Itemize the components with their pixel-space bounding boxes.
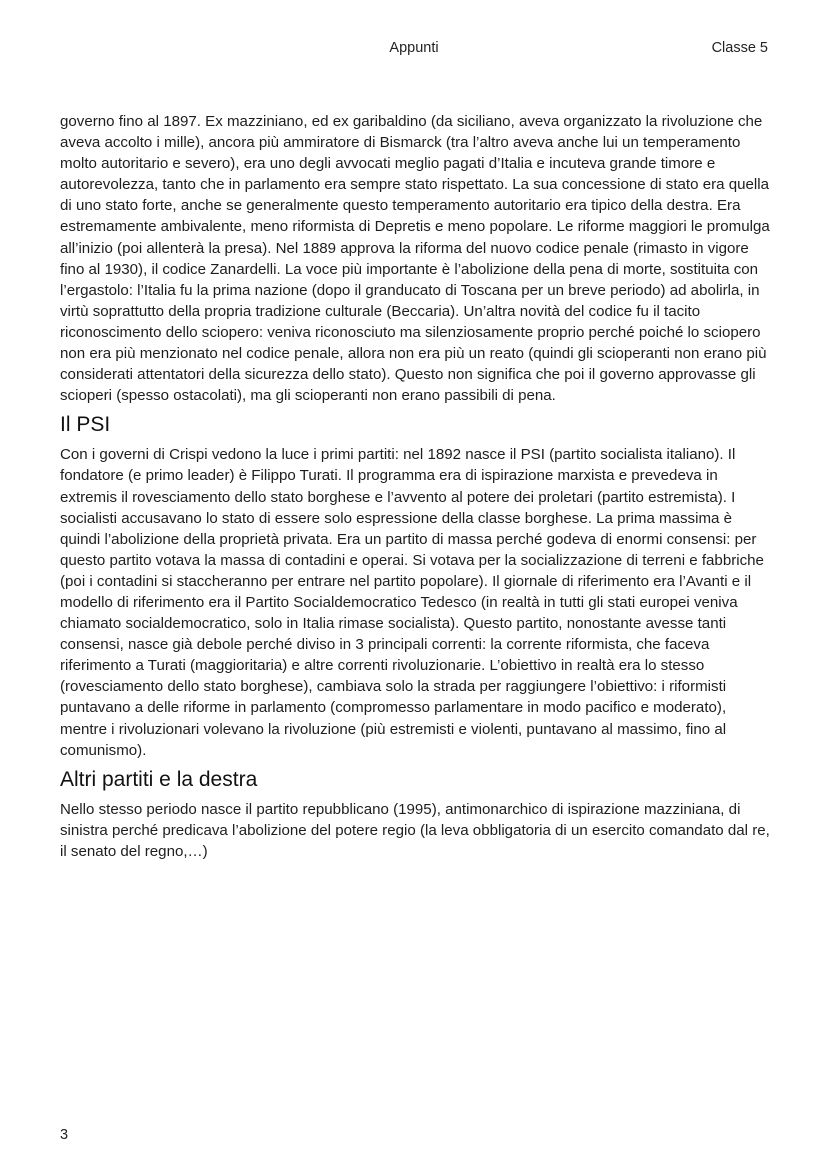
intro-paragraph: governo fino al 1897. Ex mazziniano, ed ex garibaldino (da siciliano, aveva organizzato la rivoluzione che aveva accolto i mille), ancora più ammiratore di Bismarck (tra l’altro aveva anche lui un temperamento molto autoritario e severo), era uno degli avvocati meglio pagati d’Italia e incuteva grande timore e autorevolezza, tanto che in parlamento era sempre stato rispettato. La sua concessione di stato era quella di uno stato forte, anche se generalmente questo temperamento autoritario era tipico della destra. Era estremamente ambivalente, meno riformista di Depretis e meno popolare. Le riforme maggiori le promulga all’inizio (poi allenterà la presa). Nel 1889 approva la riforma del nuovo codice penale (rimasto in vigore fino al 1930), il codice Zanardelli. La voce più importante è l’abolizione della pena di morte, sostituita con l’ergastolo: l’Italia fu la prima nazione (dopo il granducato di Toscana per un breve periodo) ad abolirla, in virtù soprattutto della propria tradizione culturale (Beccaria). Un’altra novità del codice fu il tacito riconoscimento dello sciopero: veniva riconosciuto ma silenziosamente proprio perché poiché lo sciopero non era più menzionato nel codice penale, allora non era più un reato (quindi gli scioperanti non erano più considerati attentatori della sicurezza dello stato). Questo non significa che poi il governo approvasse gli scioperi (spesso ostacolati), ma gli scioperanti non erano passibili di pena. — [60, 113, 770, 405]
section-paragraph-psi: Con i governi di Crispi vedono la luce i primi partiti: nel 1892 nasce il PSI (partito socialista italiano). Il fondatore (e primo leader) è Filippo Turati. Il programma era di ispirazione marxista e prevedeva in extremis il rovesciamento dello stato borghese e l’avvento al potere dei proletari (partito estremista). I socialisti accusavano lo stato di essere solo espressione della classe borghese. La prima massima è quindi l’abolizione della proprietà privata. Era un partito di massa perché godeva di enormi consensi: per questo partito votava la massa di contadini e operai. Si votava per la socializzazione di terreni e fabbriche (poi i contadini si staccheranno per entrare nel partito popolare). Il giornale di riferimento era l’Avanti e il modello di riferimento era il Partito Socialdemocratico Tedesco (in realtà in tutti gli stati europei veniva chiamato socialdemocratico, solo in Italia rimase socialista). Questo partito, nonostante avesse tanti consensi, nasce già debole perché diviso in 3 principali correnti: la corrente riformista, che faceva riferimento a Turati (maggioritaria) e altre correnti rivoluzionarie. L’obiettivo in realtà era lo stesso (rovesciamento dello stato borghese), cambiava solo la strada per raggiungere l’obiettivo: i riformisti puntavano a delle riforme in parlamento (compromesso parlamentare in modo pacifico e moderato), mentre i rivoluzionari volevano la rivoluzione (più estremisti e violenti, puntavano al massimo, fino al comunismo). — [60, 446, 764, 759]
section-heading-altri-partiti: Altri partiti e la destra — [60, 767, 258, 791]
header-class-label: Classe 5 — [711, 40, 768, 56]
page-number: 3 — [60, 1127, 69, 1143]
page-header — [0, 40, 828, 60]
document-body — [60, 111, 772, 862]
header-title: Appunti — [389, 40, 439, 56]
section-paragraph-altri-partiti: Nello stesso periodo nasce il partito repubblicano (1995), antimonarchico di ispirazione mazziniana, di sinistra perché predicava l’abolizione del potere regio (la leva obbligatoria di un esercito comandato dal re, il senato del regno,…) — [60, 800, 770, 860]
section-heading-psi: Il PSI — [60, 413, 111, 437]
